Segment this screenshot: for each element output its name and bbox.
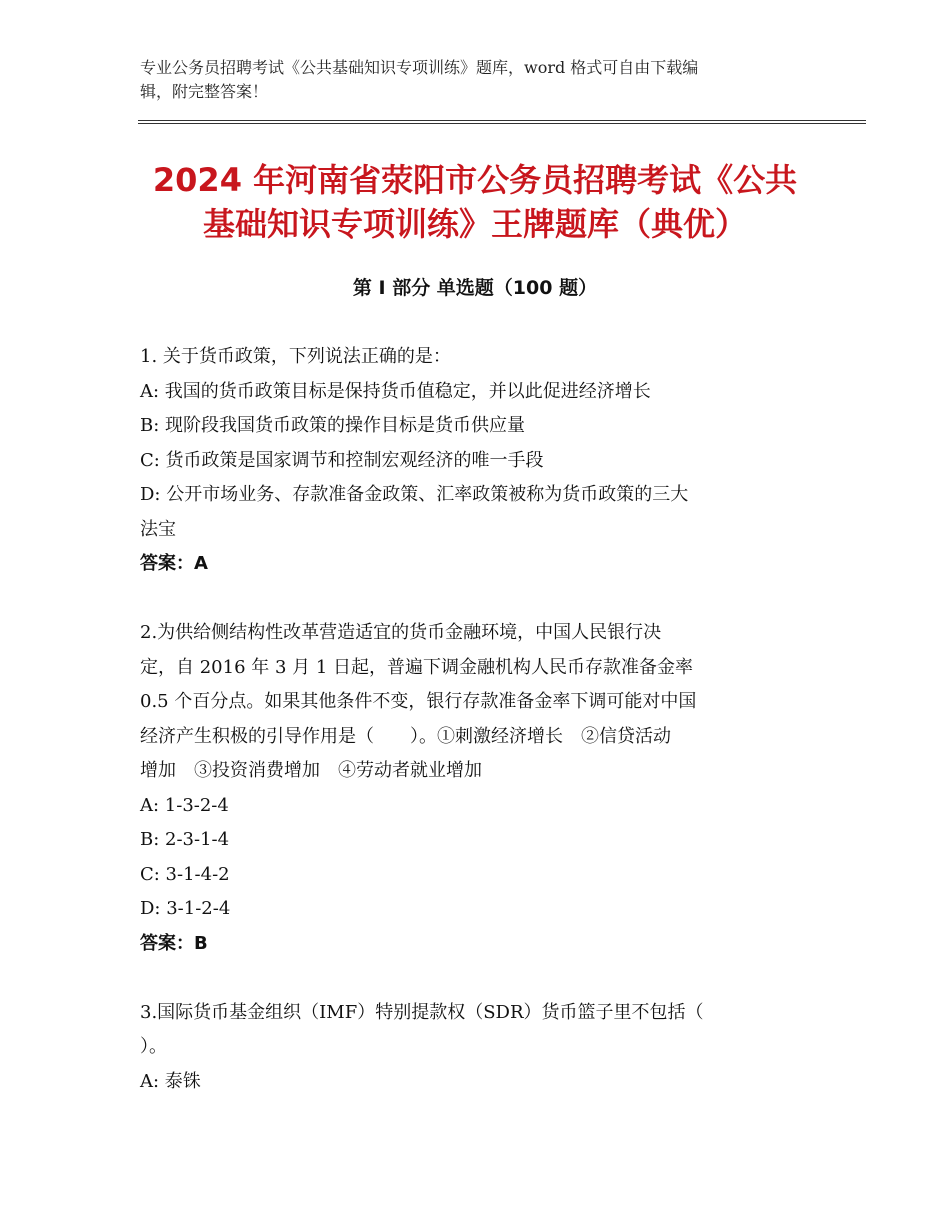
question-stem-line: 定，自 2016 年 3 月 1 日起，普遍下调金融机构人民币存款准备金率 xyxy=(140,656,694,678)
option-b: B: 现阶段我国货币政策的操作目标是货币供应量 xyxy=(140,415,526,436)
document-title xyxy=(100,158,850,246)
option-d-continued: 法宝 xyxy=(140,518,176,540)
header-note-line-1: 专业公务员招聘考试《公共基础知识专项训练》题库，word 格式可自由下载编 xyxy=(140,58,699,77)
header-note xyxy=(140,56,820,104)
question-stem-line: 3.国际货币基金组织（IMF）特别提款权（SDR）货币篮子里不包括（ xyxy=(140,1001,704,1023)
question-stem-line: ）。 xyxy=(140,1036,167,1057)
option-b: B: 2-3-1-4 xyxy=(140,829,230,850)
option-a: A: 我国的货币政策目标是保持货币值稳定，并以此促进经济增长 xyxy=(140,380,651,402)
question-stem-line: 经济产生积极的引导作用是（ ）。①刺激经济增长 ②信贷活动 xyxy=(140,725,671,747)
header-divider xyxy=(138,120,866,124)
question-stem-line: 增加 ③投资消费增加 ④劳动者就业增加 xyxy=(140,760,482,781)
header-note-line-2: 辑，附完整答案！ xyxy=(140,82,269,101)
question-2 xyxy=(140,616,810,961)
question-stem-line: 1. 关于货币政策，下列说法正确的是： xyxy=(140,346,451,367)
question-stem-line: 0.5 个百分点。如果其他条件不变，银行存款准备金率下调可能对中国 xyxy=(140,691,697,712)
question-list xyxy=(140,340,810,1099)
question-3 xyxy=(140,996,810,1100)
option-a: A: 泰铢 xyxy=(140,1070,201,1092)
option-c: C: 货币政策是国家调节和控制宏观经济的唯一手段 xyxy=(140,449,544,471)
question-1 xyxy=(140,340,810,582)
title-line-1: 2024 年河南省荥阳市公务员招聘考试《公共 xyxy=(152,161,798,199)
option-d: D: 3-1-2-4 xyxy=(140,898,231,919)
answer: 答案：B xyxy=(140,932,208,954)
option-c: C: 3-1-4-2 xyxy=(140,863,230,885)
answer: 答案：A xyxy=(140,553,208,574)
question-spacer xyxy=(140,961,810,996)
question-stem-line: 2.为供给侧结构性改革营造适宜的货币金融环境，中国人民银行决 xyxy=(140,622,662,643)
option-d: D: 公开市场业务、存款准备金政策、汇率政策被称为货币政策的三大 xyxy=(140,484,689,505)
question-spacer xyxy=(140,582,810,617)
option-a: A: 1-3-2-4 xyxy=(140,794,229,816)
title-line-2: 基础知识专项训练》王牌题库（典优） xyxy=(202,205,747,243)
section-title: 第 I 部分 单选题（100 题） xyxy=(352,277,598,299)
